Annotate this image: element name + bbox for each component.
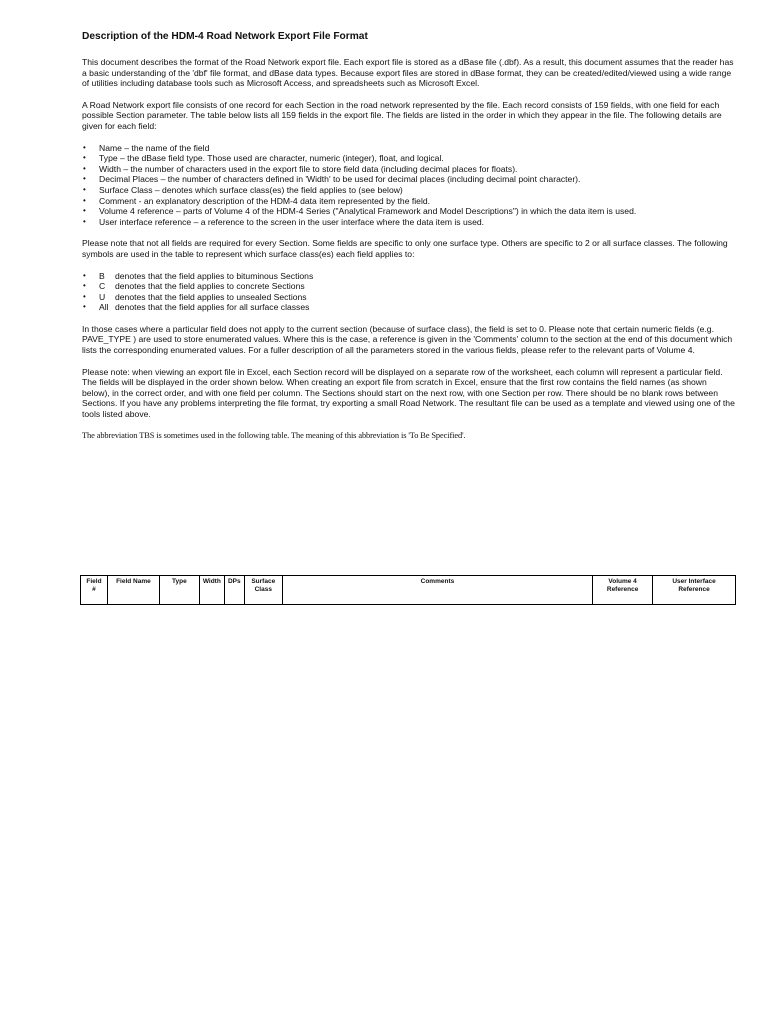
tbs-note-paragraph: The abbreviation TBS is sometimes used in the following table. The meaning of this abbreviation is 'To Be Specified'.	[82, 430, 466, 440]
list-item: • Comment - an explanatory description of the HDM-4 data item represented by the field.	[83, 195, 431, 206]
header-field-number: Field #	[81, 576, 108, 605]
list-item: • All denotes that the field applies for all surface classes	[83, 302, 310, 313]
list-item: • B denotes that the field applies to bituminous Sections	[83, 270, 314, 281]
not-applicable-paragraph: In those cases where a particular field does not apply to the current section (because of surface class), the field is set to 0. Please note that certain numeric fields (e.g. PAVE_TYPE ) are used to store enumerated values. Where this is the case, a reference is given in the 'Comments' column to the section at the end of this document which lists the corresponding enumerated values. For a fuller description of all the parameters stored in the various fields, please refer to the relevant parts of Volume 4.	[82, 323, 733, 356]
bullet-icon: •	[83, 195, 86, 205]
list-item: • User interface reference – a reference to the screen in the user interface where the data item is used.	[83, 216, 485, 227]
bullet-icon: •	[83, 281, 86, 291]
surface-symbols-list	[82, 271, 736, 313]
surface-symbol: B	[99, 270, 105, 281]
header-type: Type	[159, 576, 199, 605]
header-dps: DPs	[224, 576, 244, 605]
list-item: • Volume 4 reference – parts of Volume 4 of the HDM-4 Series ("Analytical Framework and Model Descriptions") in which the data item is used.	[83, 206, 637, 217]
bullet-icon: •	[83, 216, 86, 226]
bullet-icon: •	[83, 174, 86, 184]
surface-symbol: All	[99, 302, 109, 313]
document-page	[82, 31, 736, 452]
excel-note-paragraph: Please note: when viewing an export file in Excel, each Section record will be displayed on a separate row of the worksheet, each column will represent a particular field. The fields will be displayed in the order shown below. When creating an export file from scratch in Excel, ensure that the first row contains the field names (as shown below), in the correct order, and with one field per column. The Sections should start on the next row, with one Section per row. There should be no blank rows between Sections. If you have any problems interpreting the file format, try exporting a small Road Network. The resultant file can be used as a template and viewed using one of the tools listed above.	[82, 366, 735, 420]
fields-table	[80, 575, 736, 605]
document-title: Description of the HDM-4 Road Network Export File Format	[82, 31, 368, 42]
bullet-icon: •	[83, 291, 86, 301]
surface-class-paragraph: Please note that not all fields are required for every Section. Some fields are specific to only one surface type. Others are specific to 2 or all surface classes. The following symbols are used in the table to represent which surface class(es) each field applies to:	[82, 238, 728, 259]
bullet-icon: •	[83, 142, 86, 152]
surface-symbol: C	[99, 281, 106, 292]
list-item: • C denotes that the field applies to concrete Sections	[83, 281, 305, 292]
list-item: • Width – the number of characters used in the export file to store field data (including decimal places for floats).	[83, 163, 518, 174]
bullet-icon: •	[83, 163, 86, 173]
header-user-interface-reference: User Interface Reference	[653, 576, 736, 605]
list-item: • Decimal Places – the number of characters defined in 'Width' to be used for decimal places (including decimal point character).	[83, 174, 581, 185]
field-details-list	[82, 143, 736, 228]
record-structure-paragraph: A Road Network export file consists of one record for each Section in the road network represented by the file. Each record consists of 159 fields, with one field for each possible Section parameter. The table below lists all 159 fields in the export file. The fields are listed in the order in which they appear in the file. The following details are given for each field:	[82, 99, 722, 131]
bullet-icon: •	[83, 206, 86, 216]
header-field-name: Field Name	[107, 576, 159, 605]
table-header-row	[81, 576, 736, 605]
surface-symbol: U	[99, 291, 106, 302]
list-item: • Type – the dBase field type. Those used are character, numeric (integer), float, and logical.	[83, 153, 444, 164]
bullet-icon: •	[83, 270, 86, 280]
bullet-icon: •	[83, 184, 86, 194]
bullet-icon: •	[83, 153, 86, 163]
list-item: • Name – the name of the field	[83, 142, 210, 153]
list-item: • Surface Class – denotes which surface class(es) the field applies to (see below)	[83, 184, 403, 195]
header-comments: Comments	[282, 576, 592, 605]
bullet-icon: •	[83, 302, 86, 312]
header-surface-class: Surface Class	[244, 576, 282, 605]
list-item: • U denotes that the field applies to unsealed Sections	[83, 291, 307, 302]
header-width: Width	[199, 576, 224, 605]
header-volume-4-reference: Volume 4 Reference	[593, 576, 653, 605]
intro-paragraph: This document describes the format of the Road Network export file. Each export file is stored as a dBase file (.dbf). As a result, this document assumes that the reader has a basic understanding of the 'dbf' file format, and dBase data types. Because export files are stored in dBase format, they can be created/edited/viewed using a wide range of utilities including database tools such as Microsoft Access, and spreadsheets such as Microsoft Excel.	[82, 57, 734, 89]
